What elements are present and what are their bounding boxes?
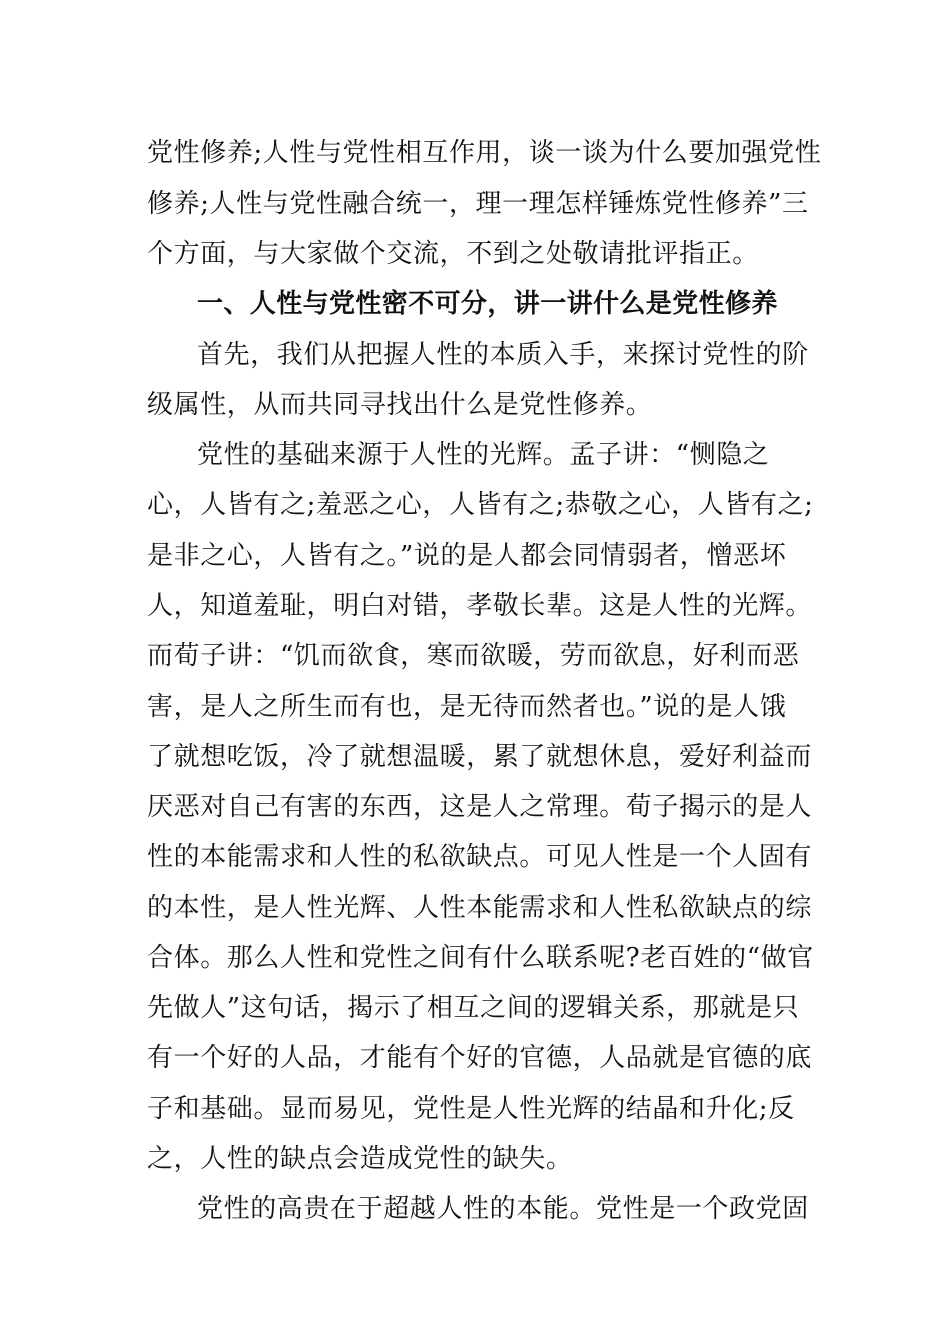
- text-line: 是非之心，人皆有之。”说的是人都会同情弱者，憎恶坏: [147, 541, 787, 571]
- text-line: 修养;人性与党性融合统一，理一理怎样锤炼党性修养”三: [147, 189, 809, 219]
- text-line: 首先，我们从把握人性的本质入手，来探讨党性的阶: [197, 340, 809, 370]
- text-line: 害，是人之所生而有也，是无待而然者也。”说的是人饿: [147, 692, 787, 722]
- text-line: 合体。那么人性和党性之间有什么联系呢?老百姓的“做官: [147, 943, 814, 973]
- text-line: 厌恶对自己有害的东西，这是人之常理。荀子揭示的是人: [147, 792, 813, 822]
- section-heading: 一、人性与党性密不可分，讲一讲什么是党性修养: [197, 289, 778, 319]
- text-line: 先做人”这句话，揭示了相互之间的逻辑关系，那就是只: [147, 993, 800, 1023]
- text-line: 而荀子讲：“饥而欲食，寒而欲暖，劳而欲息，好利而恶: [147, 641, 800, 671]
- text-line: 性的本能需求和人性的私欲缺点。可见人性是一个人固有: [147, 842, 813, 872]
- text-line: 子和基础。显而易见，党性是人性光辉的结晶和升化;反: [147, 1094, 795, 1124]
- text-line: 了就想吃饭，冷了就想温暖，累了就想休息，爱好利益而: [147, 742, 813, 772]
- text-line: 之，人性的缺点会造成党性的缺失。: [147, 1144, 573, 1174]
- text-line: 级属性，从而共同寻找出什么是党性修养。: [147, 390, 653, 420]
- text-line: 的本性，是人性光辉、人性本能需求和人性私欲缺点的综: [147, 893, 813, 923]
- text-line: 有一个好的人品，才能有个好的官德，人品就是官德的底: [147, 1043, 813, 1073]
- text-line: 党性的基础来源于人性的光辉。孟子讲：“恻隐之: [197, 440, 770, 470]
- text-line: 人，知道羞耻，明白对错，孝敬长辈。这是人性的光辉。: [147, 591, 813, 621]
- text-line: 个方面，与大家做个交流，不到之处敬请批评指正。: [147, 239, 759, 269]
- text-line: 党性修养;人性与党性相互作用，谈一谈为什么要加强党性: [147, 138, 822, 168]
- text-line: 党性的高贵在于超越人性的本能。党性是一个政党固: [197, 1194, 809, 1224]
- text-line: 心，人皆有之;羞恶之心，人皆有之;恭敬之心，人皆有之;: [147, 490, 814, 520]
